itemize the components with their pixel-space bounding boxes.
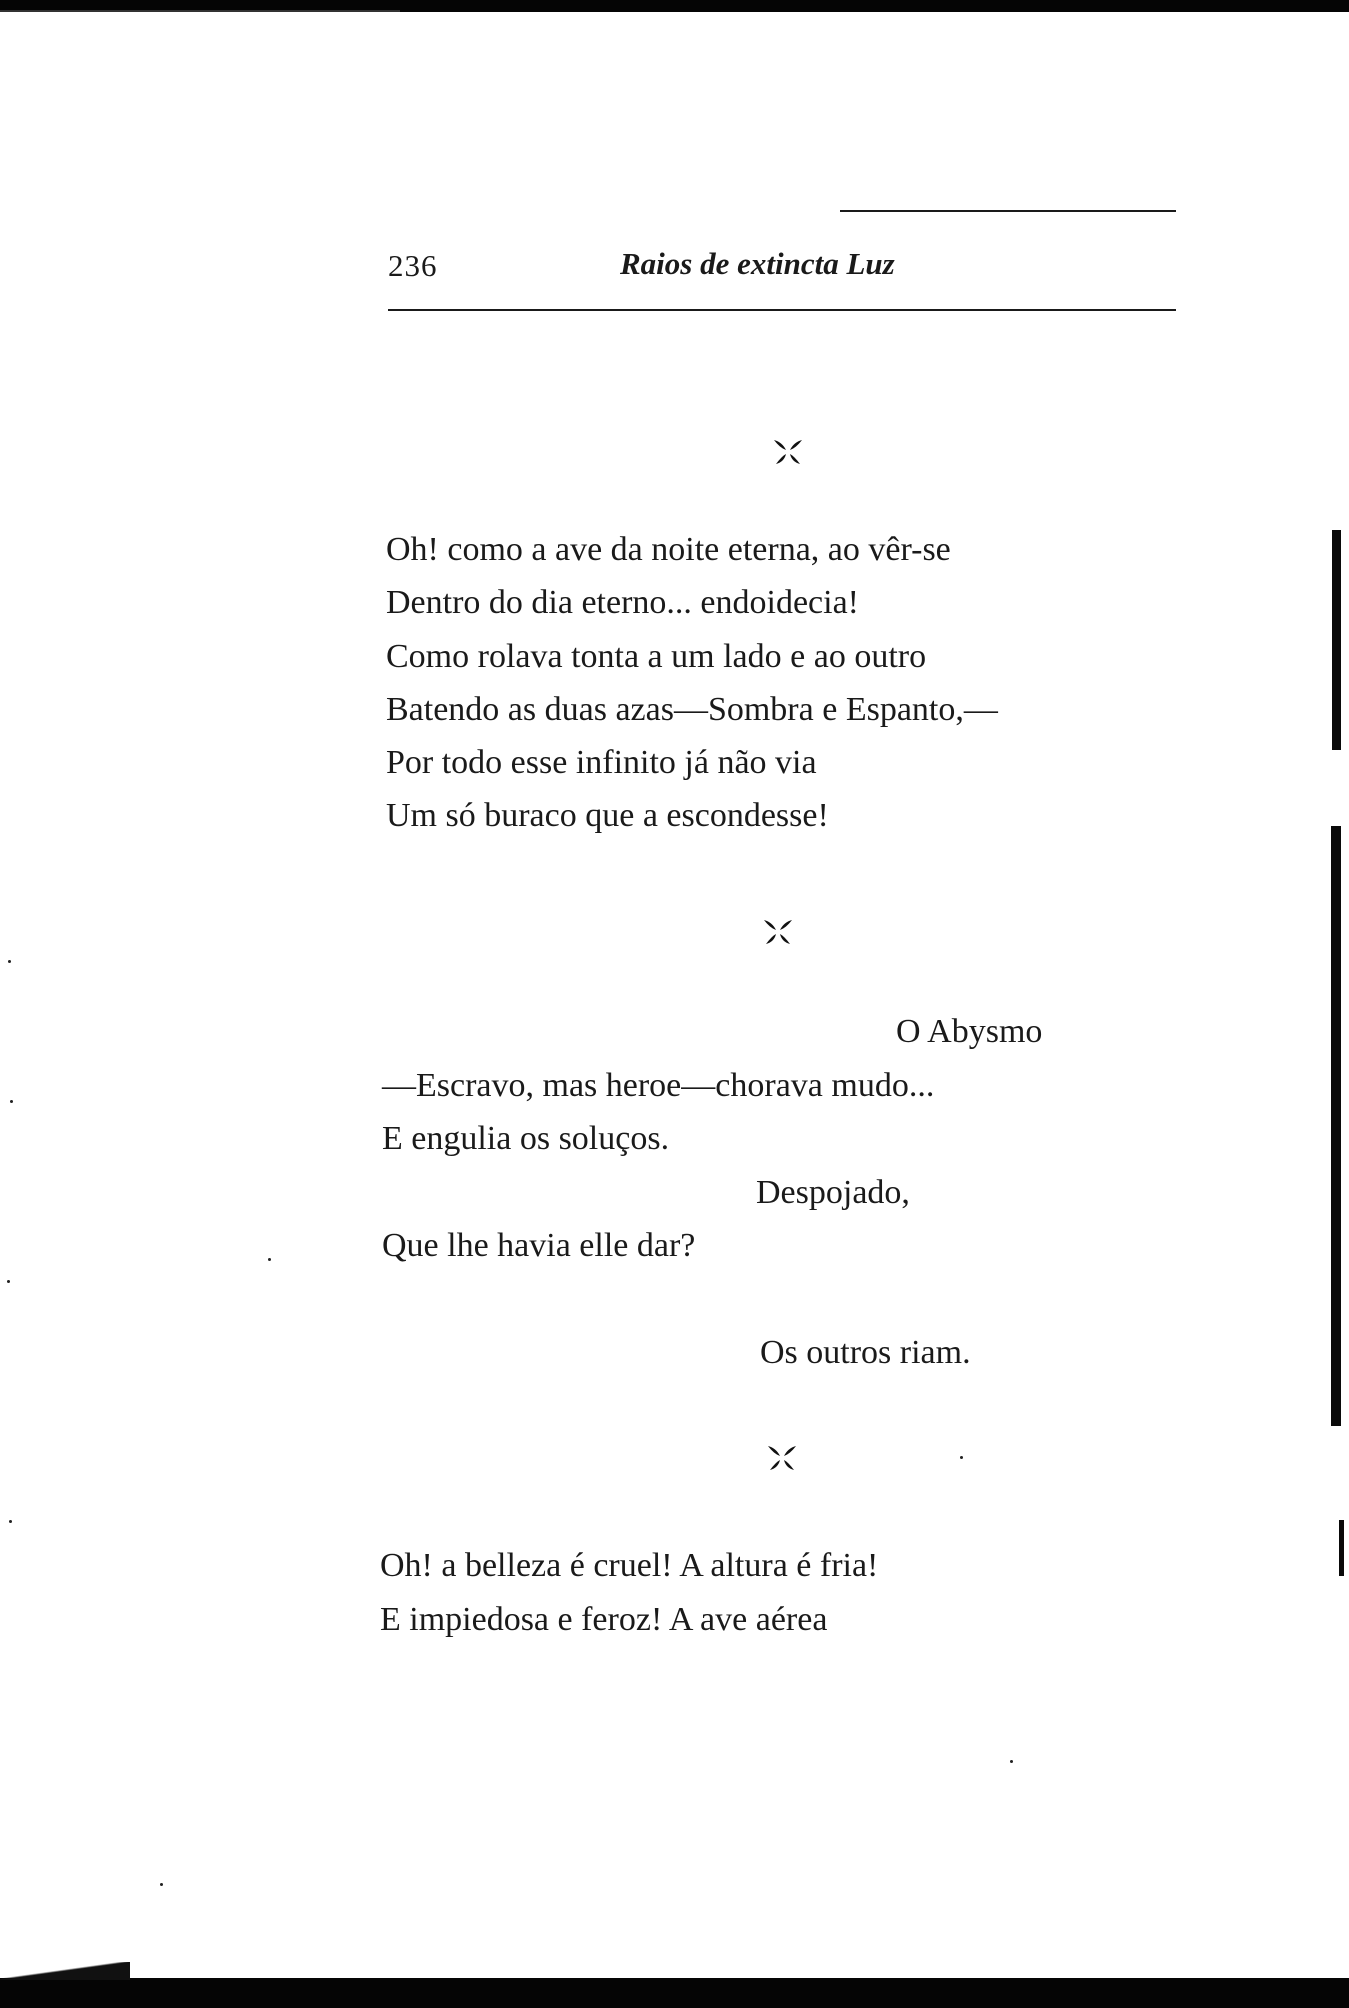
header-rule-top xyxy=(840,210,1176,212)
fleuron-icon xyxy=(762,1438,802,1478)
fleuron-icon xyxy=(758,912,798,952)
scan-edge-top-notch xyxy=(0,10,400,18)
verse-line: Que lhe havia elle dar? xyxy=(382,1227,696,1264)
speck xyxy=(10,1100,13,1103)
verse-line: Por todo esse infinito já não via xyxy=(386,744,817,781)
speck xyxy=(9,1520,12,1523)
verse-line: E engulia os soluços. xyxy=(382,1120,670,1157)
speck xyxy=(268,1258,271,1261)
verse-line: Como rolava tonta a um lado e ao outro xyxy=(386,638,927,675)
page-number: 236 xyxy=(388,248,438,283)
verse-line: Batendo as duas azas—Sombra e Espanto,— xyxy=(386,691,998,728)
speck xyxy=(960,1456,963,1459)
verse-line: —Escravo, mas heroe—chorava mudo... xyxy=(382,1067,935,1104)
header-rule-bottom xyxy=(388,309,1176,311)
scan-edge-bottom-corner xyxy=(0,1962,130,1980)
speck xyxy=(7,1280,10,1283)
verse-line: Dentro do dia eterno... endoidecia! xyxy=(386,584,859,621)
speck xyxy=(160,1883,163,1886)
verse-line: Despojado, xyxy=(756,1174,910,1211)
scan-edge-bottom xyxy=(0,1978,1349,2008)
verse-line: Os outros riam. xyxy=(760,1334,971,1371)
verse-line: O Abysmo xyxy=(896,1013,1043,1050)
verse-line: Oh! a belleza é cruel! A altura é fria! xyxy=(380,1547,879,1584)
speck xyxy=(8,960,11,963)
running-title: Raios de extincta Luz xyxy=(620,246,895,281)
speck xyxy=(1010,1760,1013,1763)
verse-line: E impiedosa e feroz! A ave aérea xyxy=(380,1601,828,1638)
margin-bar xyxy=(1331,826,1341,1426)
margin-bar xyxy=(1332,530,1341,750)
margin-bar xyxy=(1339,1520,1344,1576)
verse-line: Um só buraco que a escondesse! xyxy=(386,797,829,834)
fleuron-icon xyxy=(768,432,808,472)
verse-line: Oh! como a ave da noite eterna, ao vêr-se xyxy=(386,531,951,568)
